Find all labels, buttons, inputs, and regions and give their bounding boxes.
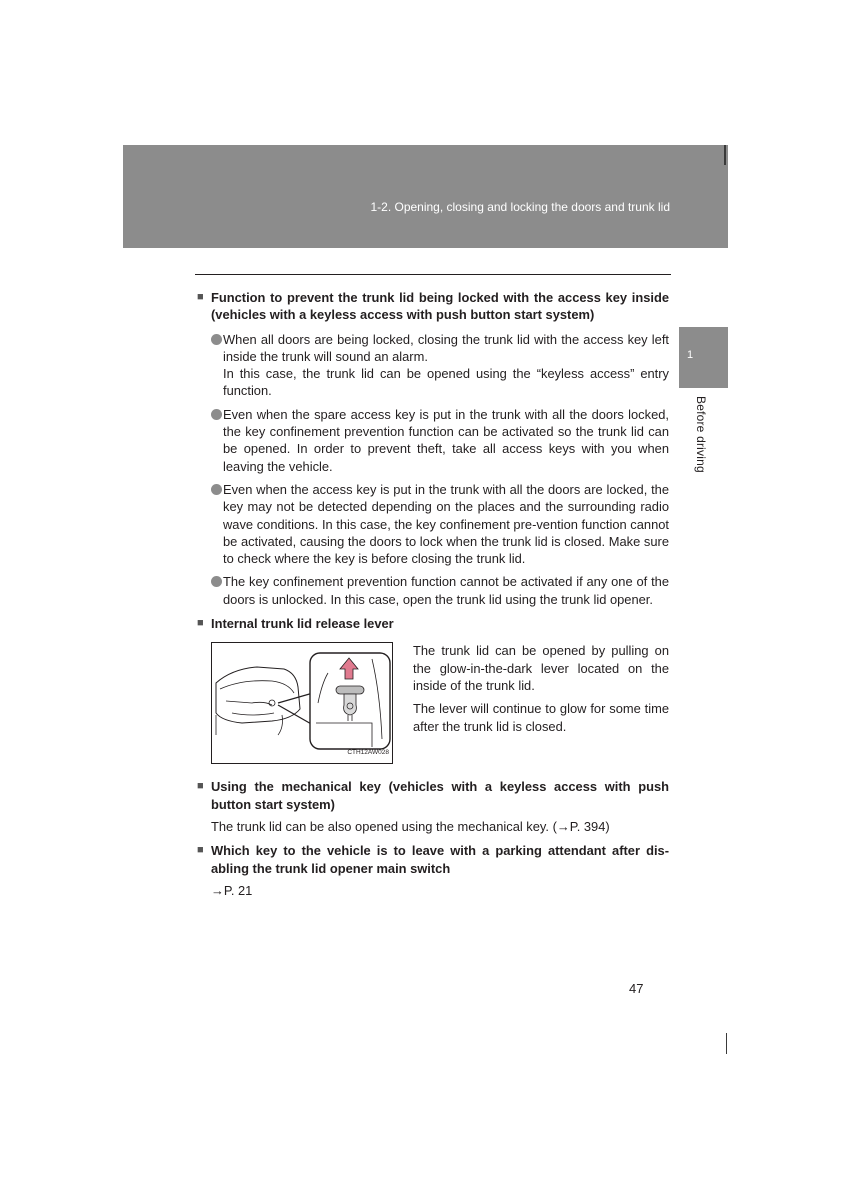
square-bullet-icon: ■	[197, 291, 204, 303]
figure-caption: CTH12AW028	[347, 749, 389, 757]
chapter-number: 1	[687, 349, 694, 361]
section-heading: ■ Which key to the vehicle is to leave with a parking attendant after dis-abling the trunk lid opener main switch	[197, 843, 669, 876]
section-heading: ■ Function to prevent the trunk lid being locked with the access key inside (vehicles with a keyless access with push button start system)	[197, 290, 669, 323]
trunk-lever-illustration	[211, 642, 393, 764]
section-key-confinement	[197, 289, 669, 608]
section-heading: ■ Internal trunk lid release lever	[197, 616, 394, 632]
section-heading: ■ Using the mechanical key (vehicles with a keyless access with push button start system)	[197, 779, 669, 812]
page-content	[197, 289, 669, 906]
list-item: The key confinement prevention function cannot be activated if any one of the doors is unlocked. In this case, open the trunk lid using the trunk lid opener.	[197, 573, 669, 608]
figure-text-2: The lever will continue to glow for some time after the trunk lid is closed.	[413, 701, 669, 734]
footer-tick-mark	[726, 1033, 727, 1054]
section-mechanical-key	[197, 778, 669, 835]
chapter-label: Before driving	[694, 396, 708, 473]
list-item: When all doors are being locked, closing the trunk lid with the access key left inside the trunk will sound an alarm. In this case, the trunk lid can be opened using the “keyless access” entry function.	[197, 331, 669, 400]
header-rule	[195, 274, 671, 275]
list-item: Even when the spare access key is put in the trunk with all the doors locked, the key confinement prevention function can be activated so the trunk lid can be opened. In order to prevent theft, take all access keys with you when leaving the vehicle.	[197, 406, 669, 475]
circle-bullet-icon	[211, 576, 222, 587]
page-reference-link[interactable]: →P. 21	[211, 882, 253, 898]
section-internal-release-lever	[197, 615, 669, 764]
header-tick-mark	[724, 145, 726, 165]
circle-bullet-icon	[211, 409, 222, 420]
chapter-tab[interactable]	[679, 327, 728, 388]
square-bullet-icon: ■	[197, 780, 204, 793]
list-item: Even when the access key is put in the trunk with all the doors are locked, the key may not be detected depending on the places and the surrounding radio wave conditions. In this case, the key confinement pre-vention function cannot be activated, causing the doors to lock when the trunk lid is closed. Make sure to check where the key is before closing the trunk lid.	[197, 481, 669, 567]
header-band	[123, 145, 728, 248]
section-parking-attendant	[197, 842, 669, 899]
section-title: 1-2. Opening, closing and locking the doors and trunk lid	[370, 200, 670, 214]
figure-text-1: The trunk lid can be opened by pulling on the glow-in-the-dark lever located on the inside of the trunk lid.	[413, 643, 669, 693]
square-bullet-icon: ■	[197, 844, 204, 857]
page-number: 47	[629, 981, 644, 996]
circle-bullet-icon	[211, 484, 222, 495]
circle-bullet-icon	[211, 334, 222, 345]
body-text: The trunk lid can be also opened using the mechanical key. (→P. 394)	[211, 818, 610, 834]
square-bullet-icon: ■	[197, 617, 204, 630]
